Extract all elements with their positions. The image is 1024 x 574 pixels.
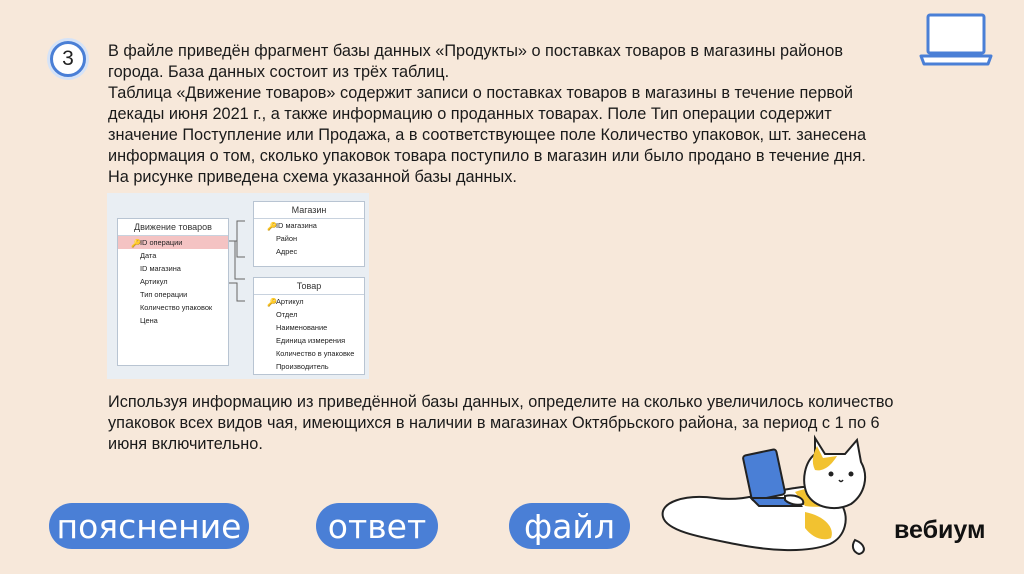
laptop-icon	[918, 12, 994, 68]
database-schema-image	[107, 193, 369, 379]
cat-with-laptop-illustration	[655, 432, 887, 562]
task-number-badge: 3	[50, 41, 86, 77]
key-icon: 🔑	[131, 239, 141, 248]
key-icon: 🔑	[267, 222, 277, 231]
table-shop	[253, 201, 365, 267]
task-paragraph-1: В файле приведён фрагмент базы данных «Продукты» о поставках товаров в магазины районов города. База данных состоит из трёх таблиц.	[108, 42, 843, 81]
answer-button[interactable]: ответ	[316, 503, 438, 549]
table-movement-title: Движение товаров	[118, 219, 228, 236]
field-unit: Единица измерения	[276, 336, 346, 345]
field-manufacturer: Производитель	[276, 362, 329, 371]
field-article: Артикул	[140, 277, 168, 286]
field-shop-id-key: 🔑 ID магазина	[267, 221, 317, 231]
file-button[interactable]: файл	[509, 503, 630, 549]
field-article-key: 🔑 Артикул	[267, 297, 304, 307]
field-operation-id: 🔑 ID операции	[118, 236, 228, 249]
table-product	[253, 277, 365, 375]
table-movement	[117, 218, 229, 366]
field-name: Наименование	[276, 323, 328, 332]
field-shop-id: ID магазина	[140, 264, 181, 273]
brand-logo: вебиум	[894, 516, 986, 544]
field-package-count: Количество упаковок	[140, 303, 213, 312]
table-product-title: Товар	[254, 278, 364, 295]
table-shop-title: Магазин	[254, 202, 364, 219]
task-text	[108, 41, 868, 188]
task-paragraph-2: Таблица «Движение товаров» содержит записи о поставках товаров в магазины в течение первой декады июня 2021 г., а также информацию о проданных товарах. Поле Тип операции содержит значение Поступление или Продажа, а в соответствующее поле Количество упаковок, шт. занесена информация о том, сколько упаковок товара поступило в магазин или было продано в течение дня. На рисунке приведена схема указанной базы данных.	[108, 84, 867, 186]
field-operation-type: Тип операции	[140, 290, 188, 299]
field-price: Цена	[140, 316, 158, 325]
key-icon: 🔑	[267, 298, 277, 307]
field-address: Адрес	[276, 247, 298, 256]
question-text: Используя информацию из приведённой базы данных, определите на сколько увеличилось количество упаковок всех видов чая, имеющихся в наличии в магазинах Октябрьского района, за период с 1 по 6 июня включительно.	[108, 393, 894, 453]
field-per-package: Количество в упаковке	[276, 349, 355, 358]
field-date: Дата	[140, 251, 157, 260]
field-department: Отдел	[276, 310, 298, 319]
field-district: Район	[276, 234, 298, 243]
explanation-button[interactable]: пояснение	[49, 503, 249, 549]
